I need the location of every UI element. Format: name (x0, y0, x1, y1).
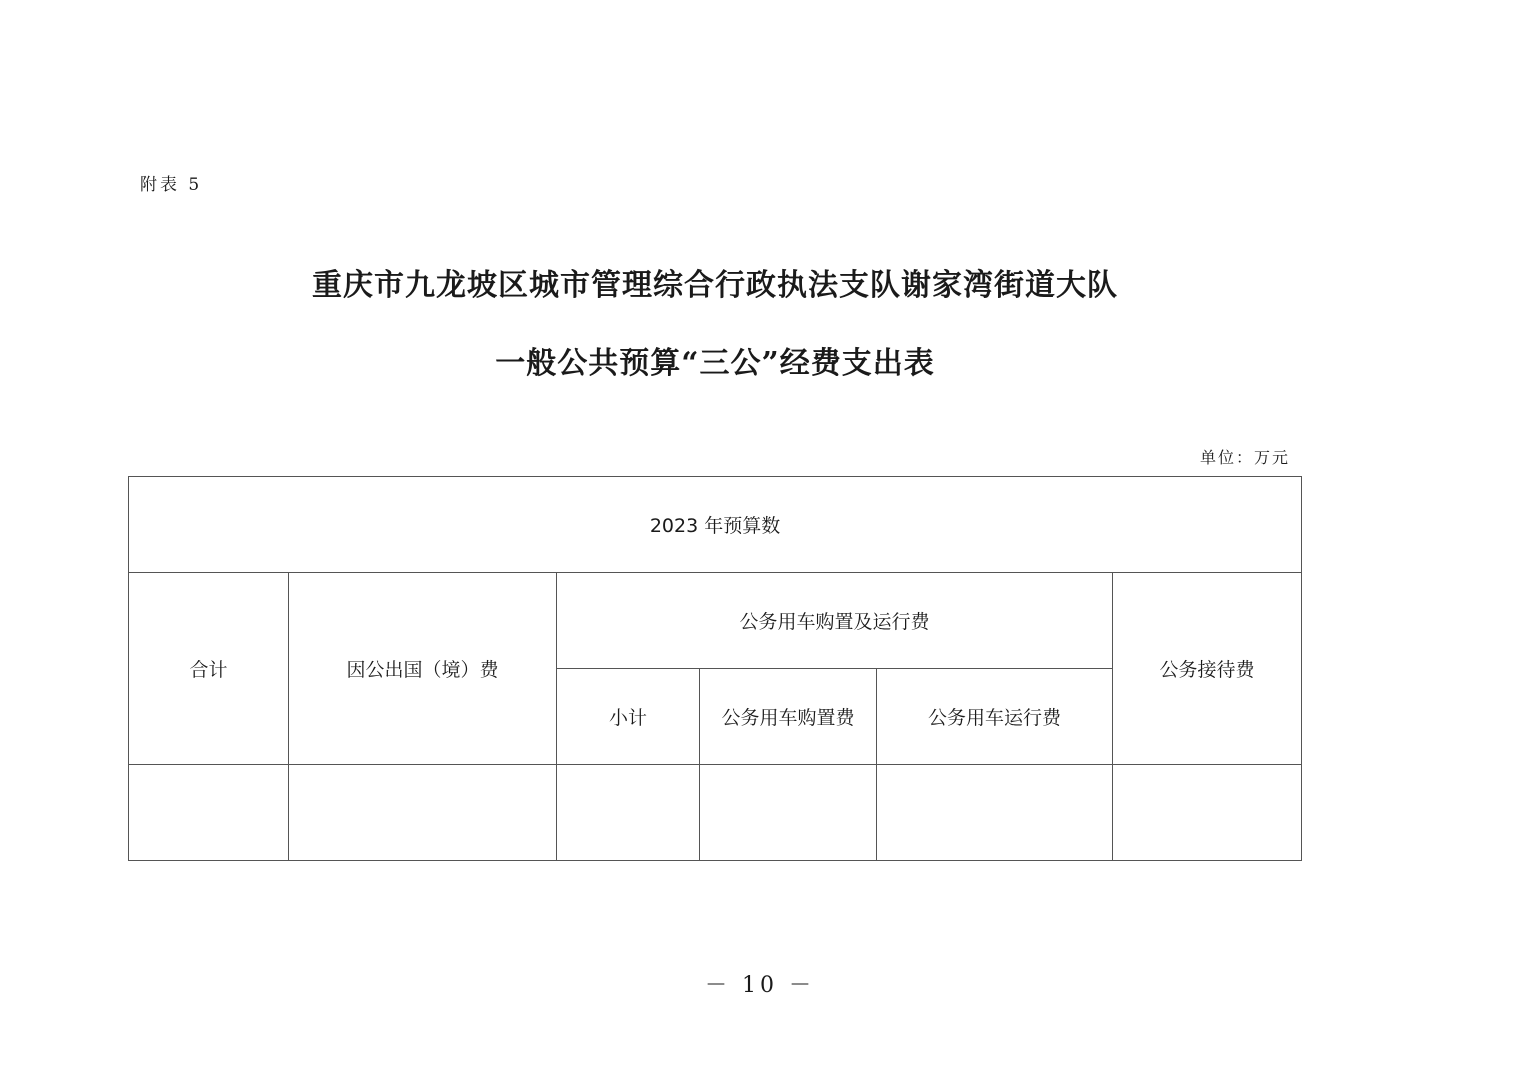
attachment-label: 附表 5 (140, 175, 203, 195)
table-header-row-group (129, 477, 1302, 573)
value-reception (1113, 765, 1302, 861)
table-header-row (129, 573, 1302, 669)
value-vehicle-purchase (700, 765, 877, 861)
group-header-cell: 2023 年预算数 (129, 477, 1302, 573)
header-vehicle-subtotal: 小计 (557, 669, 700, 765)
table-row (129, 765, 1302, 861)
header-vehicle-purchase: 公务用车购置费 (700, 669, 877, 765)
document-title-line-1: 重庆市九龙坡区城市管理综合行政执法支队谢家湾街道大队 (312, 268, 1118, 303)
value-total (129, 765, 289, 861)
header-total: 合计 (129, 573, 289, 765)
value-overseas (289, 765, 557, 861)
unit-label: 单位：万元 (1199, 448, 1290, 467)
header-overseas: 因公出国（境）费 (289, 573, 557, 765)
budget-table (128, 476, 1302, 861)
value-vehicle-subtotal (557, 765, 700, 861)
header-reception: 公务接待费 (1113, 573, 1302, 765)
page-number: － 10 － (705, 973, 815, 998)
value-vehicle-operation (877, 765, 1113, 861)
document-title-line-2: 一般公共预算“三公”经费支出表 (495, 346, 935, 381)
header-vehicle-group: 公务用车购置及运行费 (557, 573, 1113, 669)
header-vehicle-operation: 公务用车运行费 (877, 669, 1113, 765)
